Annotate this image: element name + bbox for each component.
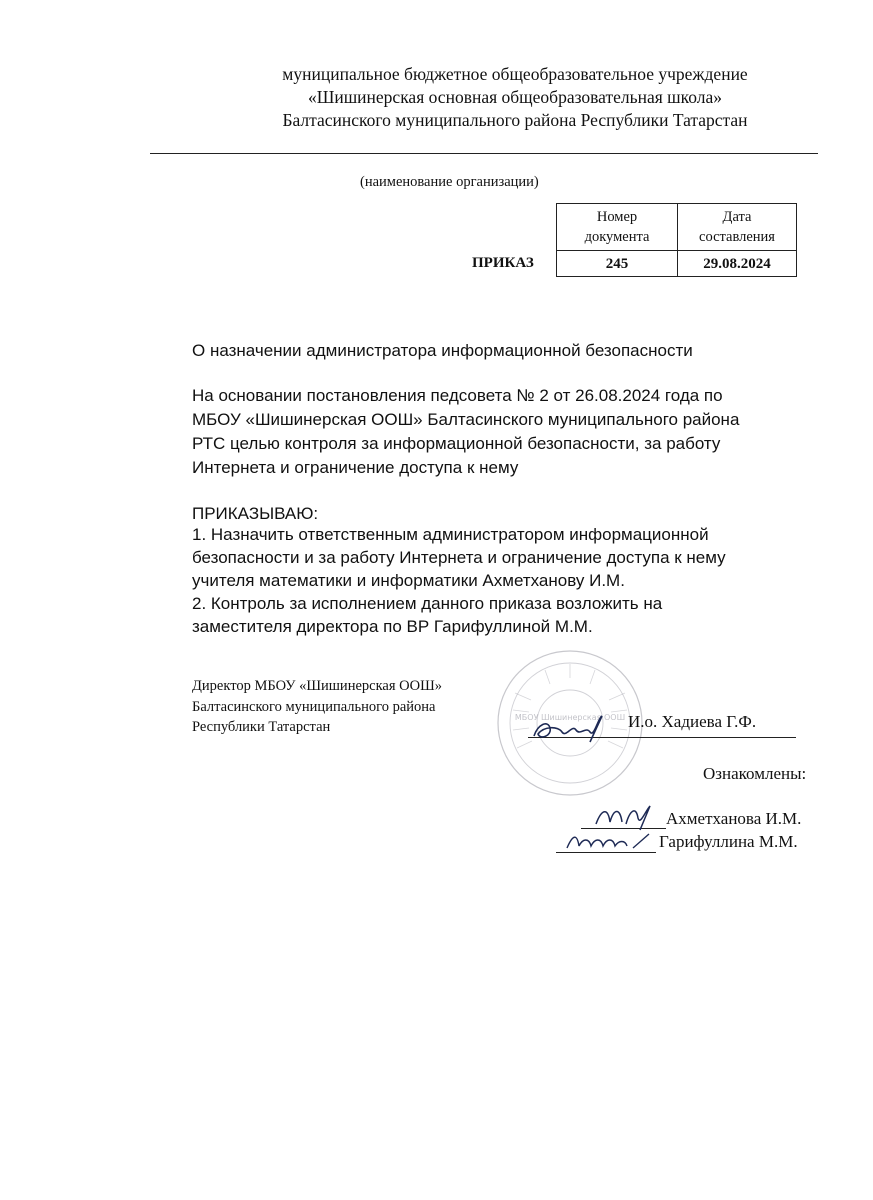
order-item-line: заместителя директора по ВР Гарифуллиной М.М. bbox=[192, 617, 593, 636]
basis-line: РТС целью контроля за информационной безопасности, за работу bbox=[192, 434, 721, 453]
acquainted-label: Ознакомлены: bbox=[703, 764, 807, 783]
position-line: Республики Татарстан bbox=[192, 719, 331, 735]
date-header: Дата составления bbox=[678, 204, 797, 251]
acquaintance-name-1: Ахметханова И.М. bbox=[666, 809, 802, 828]
basis-line: МБОУ «Шишинерская ООШ» Балтасинского муниципального района bbox=[192, 410, 740, 429]
document-type: ПРИКАЗ bbox=[472, 255, 534, 271]
order-item-line: учителя математики и информатики Ахметханову И.М. bbox=[192, 571, 625, 590]
svg-text:МБОУ Шишинерская ООШ: МБОУ Шишинерская ООШ bbox=[514, 713, 626, 722]
organization-name-line-2: «Шишинерская основная общеобразовательная школа» bbox=[307, 87, 723, 107]
number-header: Номер документа bbox=[557, 204, 678, 251]
document-date: 29.08.2024 bbox=[678, 251, 797, 277]
order-item-line: безопасности и за работу Интернета и ограничение доступа к нему bbox=[192, 548, 726, 567]
acquaintance-name-2: Гарифуллина М.М. bbox=[659, 832, 798, 851]
organization-name-line-3: Балтасинского муниципального района Республики Татарстан bbox=[282, 110, 748, 130]
position-line: Балтасинского муниципального района bbox=[192, 698, 436, 715]
organization-caption: (наименование организации) bbox=[360, 174, 539, 190]
position-line: Директор МБОУ «Шишинерская ООШ» bbox=[192, 678, 442, 694]
registration-table bbox=[556, 203, 797, 277]
order-item-line: 2. Контроль за исполнением данного приказа возложить на bbox=[192, 594, 663, 613]
order-item-line: 1. Назначить ответственным администратором информационной bbox=[192, 525, 709, 544]
order-subject: О назначении администратора информационной безопасности bbox=[192, 341, 693, 360]
organization-underline bbox=[150, 153, 818, 154]
director-signature bbox=[528, 706, 618, 748]
acquaintance-signature-2 bbox=[563, 828, 658, 856]
order-heading: ПРИКАЗЫВАЮ: bbox=[192, 504, 319, 523]
signer-name: И.о. Хадиева Г.Ф. bbox=[628, 712, 757, 731]
document-number: 245 bbox=[557, 251, 678, 277]
organization-name-line-1: муниципальное бюджетное общеобразовательное учреждение bbox=[282, 64, 748, 84]
signature-position bbox=[192, 676, 442, 738]
basis-line: Интернета и ограничение доступа к нему bbox=[192, 458, 519, 477]
basis-line: На основании постановления педсовета № 2 от 26.08.2024 года по bbox=[192, 386, 723, 405]
